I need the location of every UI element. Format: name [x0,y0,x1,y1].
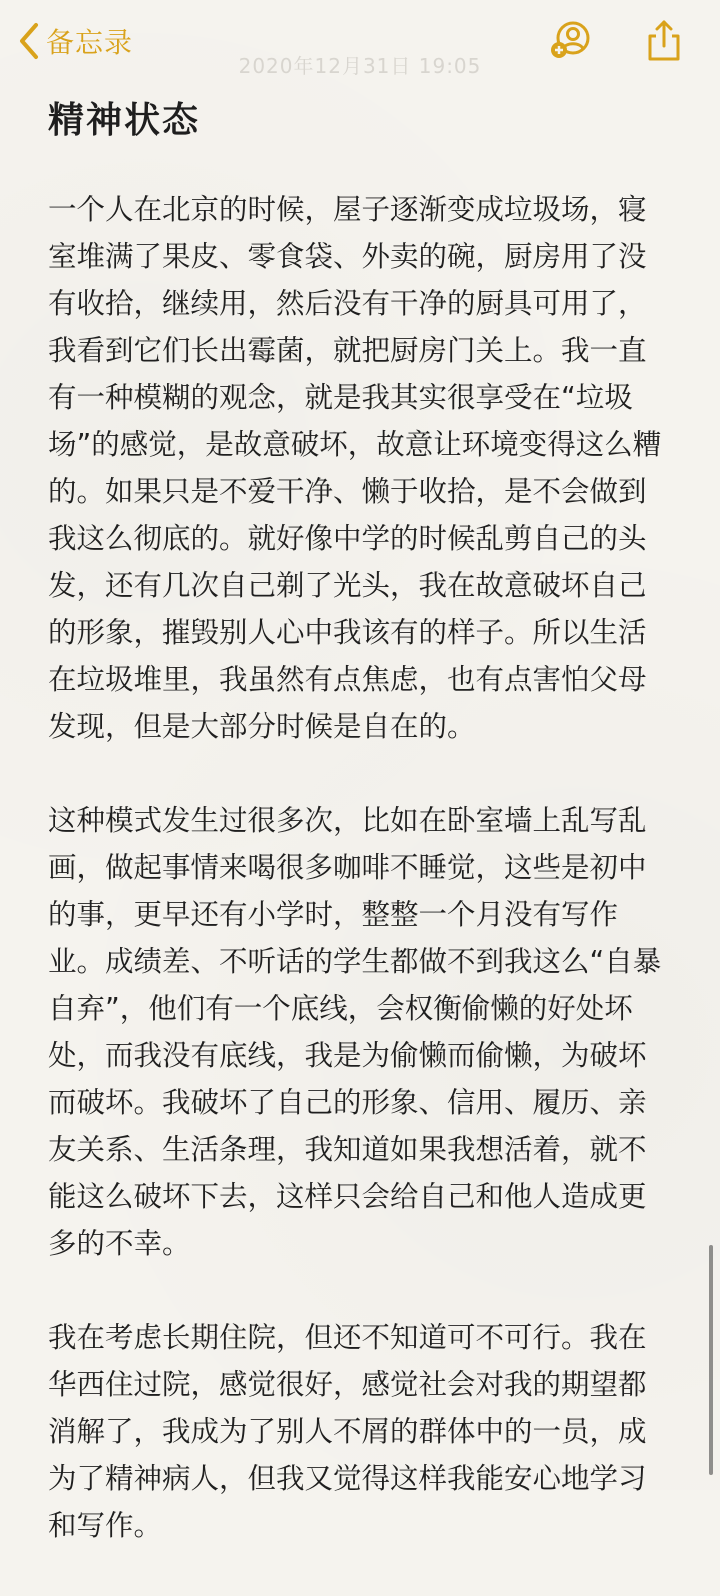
back-button-label: 备忘录 [46,26,134,59]
note-paragraph: 这种模式发生过很多次，比如在卧室墙上乱写乱画，做起事情来喝很多咖啡不睡觉，这些是初中的事，更早还有小学时，整整一个月没有写作业。成绩差、不听话的学生都做不到我这么“自暴自弃”，他们有一个底线，会权衡偷懒的好处坏处，而我没有底线，我是为偷懒而偷懒，为破坏而破坏。我破坏了自己的形象、信用、履历、亲友关系、生活条理，我知道如果我想活着，就不能这么破坏下去，这样只会给自己和他人造成更多的不幸。 [48,804,662,1260]
note-paragraph: 我在考虑长期住院，但还不知道可不可行。我在华西住过院，感觉很好，感觉社会对我的期望都消解了，我成为了别人不屑的群体中的一员，成为了精神病人，但我又觉得这样我能安心地学习和写作。 [48,1321,647,1542]
note-title[interactable]: 精神状态 [48,100,201,141]
share-button[interactable] [642,18,686,62]
scrollbar[interactable] [709,1245,713,1475]
navigation-bar [0,0,720,80]
note-body[interactable] [48,186,672,1596]
share-icon [642,18,686,62]
add-people-button[interactable] [548,18,592,62]
add-person-icon [548,18,592,62]
note-paragraph: 一个人在北京的时候，屋子逐渐变成垃圾场，寝室堆满了果皮、零食袋、外卖的碗，厨房用了没有收拾，继续用，然后没有干净的厨具可用了，我看到它们长出霉菌，就把厨房门关上。我一直有一种模糊的观念，就是我其实很享受在“垃圾场”的感觉，是故意破坏，故意让环境变得这么糟的。如果只是不爱干净、懒于收拾，是不会做到我这么彻底的。就好像中学的时候乱剪自己的头发，还有几次自己剃了光头，我在故意破坏自己的形象，摧毁别人心中我该有的样子。所以生活在垃圾堆里，我虽然有点焦虑，也有点害怕父母发现，但是大部分时候是自在的。 [48,193,662,743]
note-date: 2020年12月31日 19:05 [238,54,482,78]
